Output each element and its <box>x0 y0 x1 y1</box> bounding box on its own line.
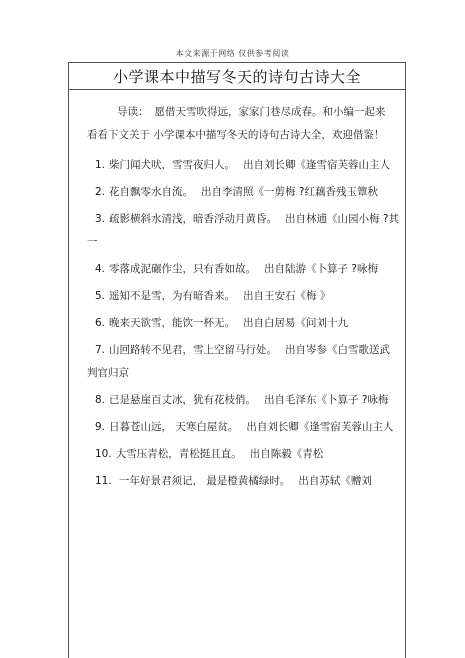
list-item <box>87 339 399 385</box>
item-source: 出自陈毅《青松 <box>249 448 324 460</box>
item-line: 疏影横斜水清浅，暗香浮动月黄昏。 <box>109 213 278 225</box>
item-line: 花自飘零水自流。 <box>109 186 194 198</box>
list-item <box>87 258 399 281</box>
item-source: 出自毛泽东《卜算子 ?咏梅 <box>264 394 389 406</box>
item-line: 日暮苍山远， 天寒白屋贫。 <box>109 421 239 433</box>
item-number: 2. <box>95 186 106 198</box>
list-item <box>87 312 399 335</box>
item-number: 5. <box>95 290 106 302</box>
list-item <box>87 443 399 466</box>
item-line: 遥知不是雪，为有暗香来。 <box>109 290 236 302</box>
item-source: 出自白居易《问刘十九 <box>243 317 349 329</box>
item-line: 大雪压青松，青松挺且直。 <box>115 448 242 460</box>
item-line: 山回路转不见君，雪上空留马行处。 <box>109 344 278 356</box>
document-title: 小学课本中描写冬天的诗句古诗大全 <box>112 68 361 86</box>
list-item <box>87 181 399 204</box>
item-number: 9. <box>95 421 106 433</box>
item-number: 1. <box>95 159 106 171</box>
poem-list <box>87 154 399 497</box>
item-line: 柴门闻犬吠，雪雪夜归人。 <box>109 159 236 171</box>
item-line: 零落成泥碾作尘，只有香如故。 <box>109 263 257 275</box>
list-item <box>87 389 399 412</box>
item-source: 出自岑参《白雪歌送武判官归京 <box>87 344 391 379</box>
intro-paragraph <box>87 101 397 147</box>
intro-label: 导读： <box>117 106 149 118</box>
title-divider <box>69 89 405 90</box>
item-source: 出自刘长卿《逢雪宿芙蓉山主人 <box>243 159 391 171</box>
item-source: 出自苏轼《赠刘 <box>298 475 372 487</box>
item-number: 3. <box>95 213 106 225</box>
intro-text: 愿借天雪吹得远，家家门巷尽成春。和小编一起来 看看下文关于 小学课本中描写冬天的诗句古诗大全，欢迎借鉴！ <box>87 106 386 141</box>
list-item <box>87 208 399 254</box>
item-source: 出自林逋《山园小梅 ?其一 <box>87 213 399 248</box>
list-item <box>87 154 399 177</box>
item-line: 已是悬崖百丈冰，犹有花枝俏。 <box>109 394 257 406</box>
item-source: 出自王安石《梅 》 <box>243 290 331 302</box>
page-header-note: 本文来源于网络 仅供参考阅读 <box>175 49 290 58</box>
item-number: 10. <box>95 448 112 460</box>
item-source: 出自刘长卿《逢雪宿芙蓉山主人 <box>246 421 394 433</box>
item-number: 7. <box>95 344 106 356</box>
list-item <box>87 285 399 308</box>
list-item <box>87 470 399 493</box>
item-line: 晚来天欲雪，能饮一杯无。 <box>109 317 236 329</box>
item-source: 出自陆游《卜算子 ?咏梅 <box>264 263 378 275</box>
document-frame <box>68 62 406 658</box>
item-number: 8. <box>95 394 106 406</box>
list-item <box>87 416 399 439</box>
item-source: 出自李清照《一剪梅 ?红藕香残玉簟秋 <box>201 186 378 198</box>
item-number: 4. <box>95 263 106 275</box>
item-number: 6. <box>95 317 106 329</box>
item-number: 11. <box>95 475 112 487</box>
item-line: 一年好景君须记， 最是橙黄橘绿时。 <box>115 475 291 487</box>
